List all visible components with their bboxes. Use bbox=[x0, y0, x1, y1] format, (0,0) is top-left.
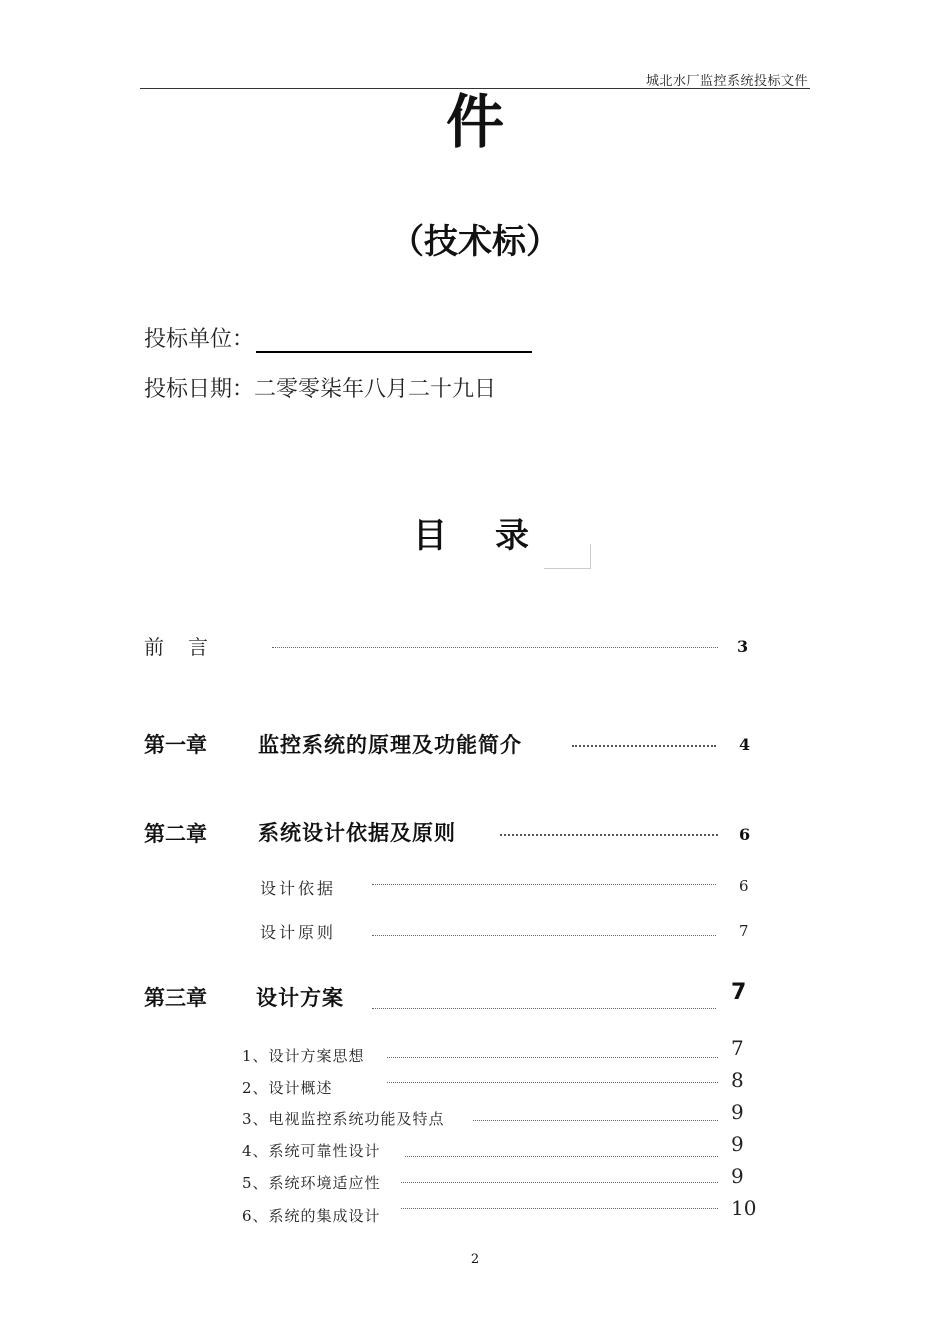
toc-section-basis: 设计依据 bbox=[260, 879, 337, 898]
toc-leader bbox=[500, 834, 718, 836]
bidder-unit-line bbox=[144, 322, 532, 353]
subtitle: （技术标） bbox=[390, 222, 560, 262]
bid-date-line bbox=[144, 372, 496, 403]
toc-title: 目录 bbox=[413, 516, 577, 556]
toc-leader bbox=[372, 1008, 716, 1009]
toc-item-5-page: 9 bbox=[731, 1164, 744, 1188]
toc-chapter-1-label: 第一章 bbox=[144, 733, 207, 757]
toc-chapter-1-title: 监控系统的原理及功能简介 bbox=[258, 733, 522, 757]
toc-leader bbox=[387, 1082, 718, 1083]
toc-item-6-page: 10 bbox=[731, 1196, 757, 1220]
bid-date-value: 二零零柒年八月二十九日 bbox=[254, 377, 497, 402]
toc-leader bbox=[401, 1182, 718, 1183]
toc-chapter-3-label: 第三章 bbox=[144, 986, 207, 1010]
toc-item-5: 5、系统环境适应性 bbox=[242, 1174, 381, 1192]
toc-item-1-page: 7 bbox=[731, 1036, 744, 1060]
toc-leader bbox=[372, 884, 716, 885]
toc-chapter-1-page: 4 bbox=[739, 735, 751, 754]
corner-mark bbox=[544, 544, 591, 569]
toc-leader bbox=[572, 745, 716, 747]
toc-section-principles: 设计原则 bbox=[260, 923, 337, 942]
toc-leader bbox=[387, 1057, 718, 1058]
toc-item-6: 6、系统的集成设计 bbox=[242, 1207, 381, 1225]
toc-chapter-2-label: 第二章 bbox=[144, 822, 207, 846]
toc-item-4: 4、系统可靠性设计 bbox=[242, 1142, 381, 1160]
toc-chapter-3-page: 7 bbox=[731, 980, 747, 1005]
toc-chapter-2-title: 系统设计依据及原则 bbox=[258, 821, 456, 845]
toc-preface-label: 前 言 bbox=[144, 635, 210, 659]
toc-leader bbox=[272, 647, 718, 648]
toc-section-basis-page: 6 bbox=[739, 877, 749, 895]
bid-date-label: 投标日期： bbox=[144, 377, 255, 402]
toc-section-principles-page: 7 bbox=[739, 922, 749, 940]
toc-leader bbox=[405, 1156, 718, 1157]
toc-item-2: 2、设计概述 bbox=[242, 1079, 333, 1097]
bidder-unit-field bbox=[256, 333, 532, 353]
page-number: 2 bbox=[470, 1252, 480, 1267]
toc-chapter-2-page: 6 bbox=[739, 825, 751, 844]
toc-leader bbox=[401, 1208, 718, 1209]
toc-item-4-page: 9 bbox=[731, 1132, 744, 1156]
toc-leader bbox=[473, 1120, 718, 1121]
toc-leader bbox=[372, 935, 716, 936]
title-char: 件 bbox=[445, 88, 504, 156]
bidder-unit-label: 投标单位： bbox=[144, 327, 255, 352]
toc-item-3-page: 9 bbox=[731, 1100, 744, 1124]
toc-item-3: 3、电视监控系统功能及特点 bbox=[242, 1110, 445, 1128]
toc-item-1: 1、设计方案思想 bbox=[242, 1047, 365, 1065]
toc-item-2-page: 8 bbox=[731, 1068, 744, 1092]
running-header: 城北水厂监控系统投标文件 bbox=[645, 74, 808, 89]
toc-preface-page: 3 bbox=[737, 637, 749, 656]
toc-chapter-3-title: 设计方案 bbox=[256, 986, 344, 1010]
